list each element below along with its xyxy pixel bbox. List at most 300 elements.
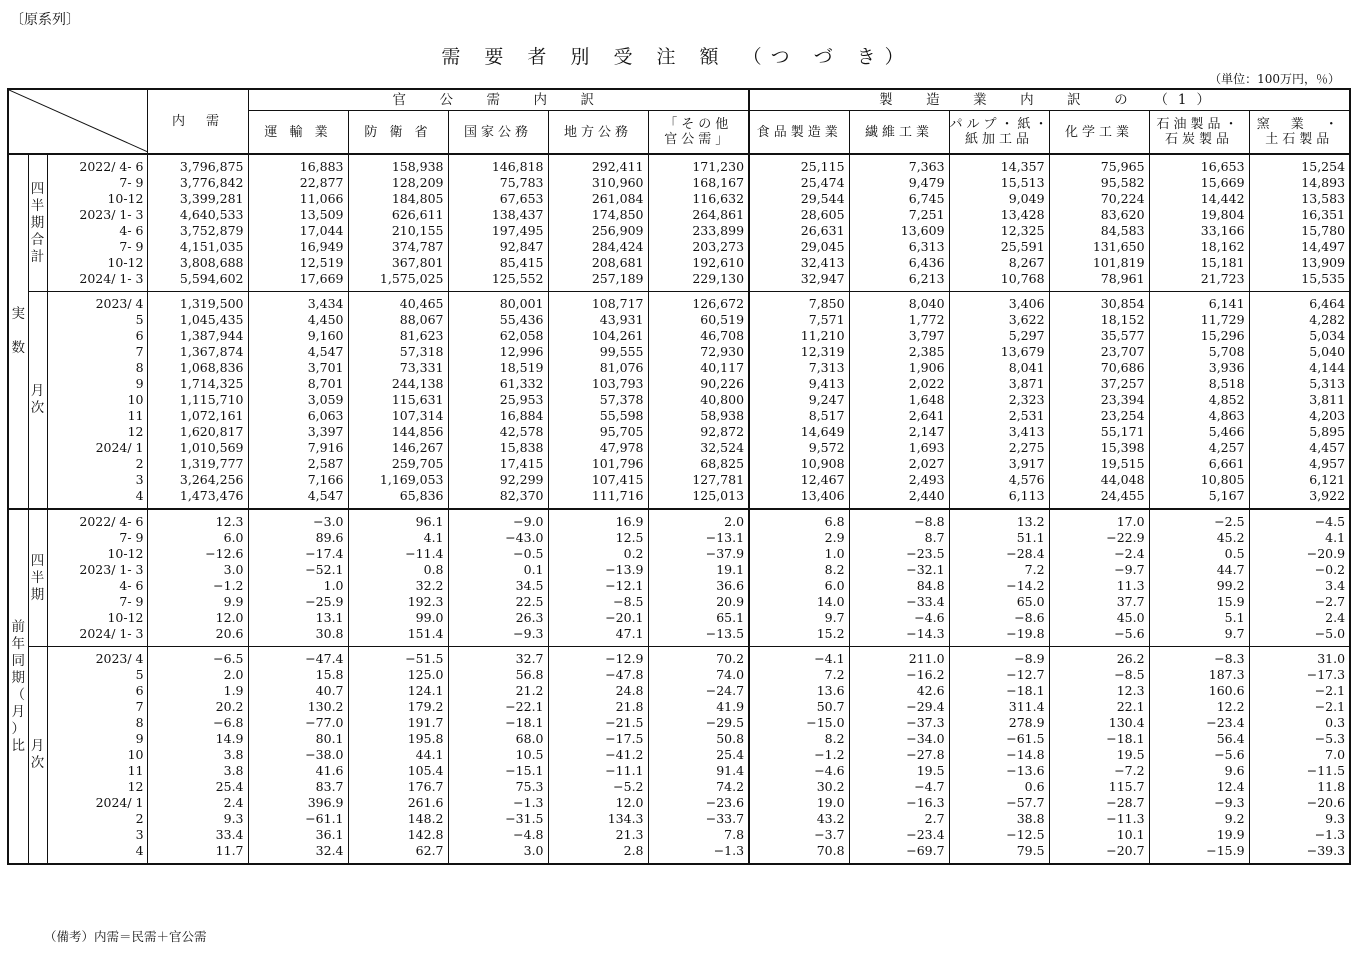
value-cell: 73,331 (348, 360, 448, 376)
value-cell: 6,436 (849, 255, 949, 271)
value-cell: −14.3 (849, 626, 949, 642)
period-cell: 7 (135, 699, 144, 714)
value-cell: 4,547 (248, 344, 348, 360)
value-cell: 15.9 (1149, 594, 1249, 610)
period-cell: 2024/ 1 (95, 795, 144, 810)
table-row (8, 207, 1350, 223)
value-cell: 6,113 (949, 488, 1049, 504)
value-cell: 105.4 (348, 763, 448, 779)
value-cell: 168,167 (648, 175, 749, 191)
table-row (8, 731, 1350, 747)
value-cell: 210,155 (348, 223, 448, 239)
value-cell: 80.1 (248, 731, 348, 747)
value-cell: 192,610 (648, 255, 749, 271)
period-cell: 9 (135, 376, 144, 391)
period-cell: 10-12 (107, 546, 144, 561)
table-row (8, 312, 1350, 328)
value-cell: 47.1 (548, 626, 648, 642)
value-cell: −69.7 (849, 843, 949, 859)
value-cell: 5,708 (1149, 344, 1249, 360)
value-cell: 15,181 (1149, 255, 1249, 271)
value-cell: −20.6 (1249, 795, 1350, 811)
period-cell: 2022/ 4- 6 (79, 159, 144, 174)
value-cell: −31.5 (448, 811, 548, 827)
value-cell: 17,669 (248, 271, 348, 287)
value-cell: 70.2 (648, 651, 749, 667)
value-cell: 125.0 (348, 667, 448, 683)
value-cell: 2,440 (849, 488, 949, 504)
value-cell: 25.4 (147, 779, 248, 795)
value-cell: −77.0 (248, 715, 348, 731)
value-cell: 15,254 (1249, 159, 1350, 175)
value-cell: 9.2 (1149, 811, 1249, 827)
value-cell: 4,450 (248, 312, 348, 328)
column-header: 食品製造業 (749, 111, 849, 155)
period-cell: 11 (127, 763, 144, 778)
value-cell: 179.2 (348, 699, 448, 715)
value-cell: 7,363 (849, 159, 949, 175)
value-cell: −29.5 (648, 715, 749, 731)
value-cell: 30.8 (248, 626, 348, 642)
value-cell: 13,428 (949, 207, 1049, 223)
column-header: 化学工業 (1049, 111, 1149, 155)
value-cell: 24,455 (1049, 488, 1149, 504)
value-cell: 12,319 (749, 344, 849, 360)
period-cell: 7 (135, 344, 144, 359)
period-cell: 12 (127, 779, 144, 794)
period-cell: 12 (127, 424, 144, 439)
value-cell: −8.9 (949, 651, 1049, 667)
table-row (8, 440, 1350, 456)
value-cell: 44.1 (348, 747, 448, 763)
value-cell: 2,027 (849, 456, 949, 472)
side-label-shihanki: 四 半 期 (28, 509, 47, 647)
side-label-getsuji: 月 次 (28, 647, 47, 865)
value-cell: −23.5 (849, 546, 949, 562)
value-cell: 9.9 (147, 594, 248, 610)
value-cell: 11.3 (1049, 578, 1149, 594)
value-cell: 128,209 (348, 175, 448, 191)
value-cell: 19,804 (1149, 207, 1249, 223)
value-cell: −22.1 (448, 699, 548, 715)
value-cell: 134.3 (548, 811, 648, 827)
value-cell: −20.1 (548, 610, 648, 626)
value-cell: −43.0 (448, 530, 548, 546)
value-cell: 13.2 (949, 514, 1049, 530)
value-cell: 3,406 (949, 296, 1049, 312)
value-cell: −38.0 (248, 747, 348, 763)
value-cell: 20.6 (147, 626, 248, 642)
value-cell: −12.1 (548, 578, 648, 594)
value-cell: 101,819 (1049, 255, 1149, 271)
value-cell: 90,226 (648, 376, 749, 392)
value-cell: 115.7 (1049, 779, 1149, 795)
value-cell: 7.0 (1249, 747, 1350, 763)
value-cell: 1,319,777 (147, 456, 248, 472)
value-cell: 14,442 (1149, 191, 1249, 207)
value-cell: 15,838 (448, 440, 548, 456)
value-cell: 4.1 (348, 530, 448, 546)
value-cell: 16,653 (1149, 159, 1249, 175)
page-title: 需 要 者 別 受 注 額 （つ づ き） (441, 46, 913, 68)
value-cell: 41.6 (248, 763, 348, 779)
value-cell: 3,808,688 (147, 255, 248, 271)
value-cell: −2.5 (1149, 514, 1249, 530)
value-cell: −5.3 (1249, 731, 1350, 747)
value-cell: 1,387,944 (147, 328, 248, 344)
value-cell: 11,729 (1149, 312, 1249, 328)
value-cell: −4.8 (448, 827, 548, 843)
value-cell: 15,669 (1149, 175, 1249, 191)
value-cell: 40,117 (648, 360, 749, 376)
value-cell: 12.3 (1049, 683, 1149, 699)
value-cell: 2.8 (548, 843, 648, 859)
period-cell: 7- 9 (119, 594, 144, 609)
value-cell: 38.8 (949, 811, 1049, 827)
value-cell: 6.8 (749, 514, 849, 530)
value-cell: 16,884 (448, 408, 548, 424)
value-cell: 47,978 (548, 440, 648, 456)
value-cell: −4.6 (849, 610, 949, 626)
table-row (8, 530, 1350, 546)
value-cell: 3,811 (1249, 392, 1350, 408)
value-cell: 75,965 (1049, 159, 1149, 175)
value-cell: −1.3 (448, 795, 548, 811)
value-cell: 13.1 (248, 610, 348, 626)
value-cell: 1,714,325 (147, 376, 248, 392)
value-cell: 131,650 (1049, 239, 1149, 255)
value-cell: 2.4 (1249, 610, 1350, 626)
footnote: （備考）内需＝民需＋官公需 (44, 929, 207, 944)
value-cell: 8,040 (849, 296, 949, 312)
value-cell: 2.0 (648, 514, 749, 530)
value-cell: 81,076 (548, 360, 648, 376)
value-cell: 9.3 (147, 811, 248, 827)
value-cell: −1.2 (749, 747, 849, 763)
value-cell: 1,473,476 (147, 488, 248, 504)
column-header: 国家公務 (448, 111, 548, 155)
value-cell: 3,871 (949, 376, 1049, 392)
value-cell: 16,351 (1249, 207, 1350, 223)
value-cell: −34.0 (849, 731, 949, 747)
value-cell: 107,314 (348, 408, 448, 424)
value-cell: 5,313 (1249, 376, 1350, 392)
value-cell: 229,130 (648, 271, 749, 287)
value-cell: 18,162 (1149, 239, 1249, 255)
value-cell: 9,160 (248, 328, 348, 344)
value-cell: 15,535 (1249, 271, 1350, 287)
value-cell: 0.6 (949, 779, 1049, 795)
value-cell: 65.0 (949, 594, 1049, 610)
value-cell: 1,367,874 (147, 344, 248, 360)
value-cell: −27.8 (849, 747, 949, 763)
value-cell: 62,058 (448, 328, 548, 344)
value-cell: 5,895 (1249, 424, 1350, 440)
value-cell: 25,115 (749, 159, 849, 175)
value-cell: 8,701 (248, 376, 348, 392)
period-cell: 2022/ 4- 6 (79, 514, 144, 529)
value-cell: 138,437 (448, 207, 548, 223)
value-cell: 15.8 (248, 667, 348, 683)
value-cell: 5,297 (949, 328, 1049, 344)
value-cell: 396.9 (248, 795, 348, 811)
value-cell: −13.9 (548, 562, 648, 578)
value-cell: 6,745 (849, 191, 949, 207)
value-cell: 4.1 (1249, 530, 1350, 546)
value-cell: 0.1 (448, 562, 548, 578)
value-cell: 2,587 (248, 456, 348, 472)
value-cell: 68,825 (648, 456, 749, 472)
value-cell: 9.7 (1149, 626, 1249, 642)
side-label-actual: 実 数 (8, 154, 28, 509)
value-cell: 14.9 (147, 731, 248, 747)
value-cell: 3,413 (949, 424, 1049, 440)
value-cell: −1.3 (648, 843, 749, 859)
value-cell: 7,166 (248, 472, 348, 488)
period-cell: 7- 9 (119, 530, 144, 545)
value-cell: 12.0 (147, 610, 248, 626)
value-cell: −47.4 (248, 651, 348, 667)
value-cell: −15.9 (1149, 843, 1249, 859)
value-cell: 2,147 (849, 424, 949, 440)
value-cell: 6.0 (749, 578, 849, 594)
value-cell: 310,960 (548, 175, 648, 191)
value-cell: 91.4 (648, 763, 749, 779)
series-label: 〔原系列〕 (10, 12, 80, 28)
value-cell: 50.8 (648, 731, 749, 747)
value-cell: 3.0 (147, 562, 248, 578)
value-cell: 32,413 (749, 255, 849, 271)
value-cell: 8.2 (749, 731, 849, 747)
value-cell: −2.4 (1049, 546, 1149, 562)
orders-table (7, 88, 1351, 865)
value-cell: 12,325 (949, 223, 1049, 239)
table-row (8, 191, 1350, 207)
period-cell: 5 (135, 667, 144, 682)
value-cell: 84.8 (849, 578, 949, 594)
table-row (8, 747, 1350, 763)
value-cell: 2,385 (849, 344, 949, 360)
table-row (8, 223, 1350, 239)
value-cell: 31.0 (1249, 651, 1350, 667)
value-cell: −13.5 (648, 626, 749, 642)
value-cell: −13.6 (949, 763, 1049, 779)
value-cell: 21.8 (548, 699, 648, 715)
value-cell: 125,552 (448, 271, 548, 287)
value-cell: 0.8 (348, 562, 448, 578)
value-cell: 11,210 (749, 328, 849, 344)
value-cell: 6,213 (849, 271, 949, 287)
value-cell: −17.3 (1249, 667, 1350, 683)
value-cell: 80,001 (448, 296, 548, 312)
value-cell: −0.2 (1249, 562, 1350, 578)
period-cell: 4- 6 (119, 578, 144, 593)
value-cell: −5.2 (548, 779, 648, 795)
value-cell: −2.1 (1249, 699, 1350, 715)
value-cell: 4,203 (1249, 408, 1350, 424)
value-cell: 8,041 (949, 360, 1049, 376)
table-row (8, 683, 1350, 699)
period-cell: 2023/ 1- 3 (79, 207, 144, 222)
table-row (8, 699, 1350, 715)
value-cell: −47.8 (548, 667, 648, 683)
value-cell: 2.0 (147, 667, 248, 683)
value-cell: −5.6 (1149, 747, 1249, 763)
value-cell: 42.6 (849, 683, 949, 699)
value-cell: 104,261 (548, 328, 648, 344)
value-cell: 3,701 (248, 360, 348, 376)
value-cell: 261.6 (348, 795, 448, 811)
value-cell: 1,693 (849, 440, 949, 456)
value-cell: 2.7 (849, 811, 949, 827)
value-cell: −3.0 (248, 514, 348, 530)
value-cell: 374,787 (348, 239, 448, 255)
value-cell: 92,299 (448, 472, 548, 488)
side-label-yoy: 前 年 同 期 （ 月 ） 比 (8, 509, 28, 864)
value-cell: −4.7 (849, 779, 949, 795)
value-cell: 24.8 (548, 683, 648, 699)
value-cell: 78,961 (1049, 271, 1149, 287)
table-row (8, 392, 1350, 408)
value-cell: −12.7 (949, 667, 1049, 683)
value-cell: −25.9 (248, 594, 348, 610)
value-cell: 72,930 (648, 344, 749, 360)
value-cell: 12,996 (448, 344, 548, 360)
value-cell: −15.1 (448, 763, 548, 779)
value-cell: 32.7 (448, 651, 548, 667)
value-cell: 3,776,842 (147, 175, 248, 191)
value-cell: 58,938 (648, 408, 749, 424)
value-cell: −8.8 (849, 514, 949, 530)
value-cell: 626,611 (348, 207, 448, 223)
value-cell: 8.2 (749, 562, 849, 578)
value-cell: −9.7 (1049, 562, 1149, 578)
value-cell: 4,852 (1149, 392, 1249, 408)
value-cell: −11.1 (548, 763, 648, 779)
value-cell: 75,783 (448, 175, 548, 191)
value-cell: 146,267 (348, 440, 448, 456)
value-cell: 203,273 (648, 239, 749, 255)
value-cell: 26.2 (1049, 651, 1149, 667)
value-cell: −1.3 (1249, 827, 1350, 843)
value-cell: 92,872 (648, 424, 749, 440)
value-cell: 19.5 (1049, 747, 1149, 763)
value-cell: −32.1 (849, 562, 949, 578)
period-cell: 10 (127, 392, 144, 407)
value-cell: 4,151,035 (147, 239, 248, 255)
value-cell: 22,877 (248, 175, 348, 191)
value-cell: −0.5 (448, 546, 548, 562)
value-cell: 8,267 (949, 255, 1049, 271)
value-cell: 45.0 (1049, 610, 1149, 626)
value-cell: −16.3 (849, 795, 949, 811)
value-cell: 61,332 (448, 376, 548, 392)
table-row (8, 779, 1350, 795)
period-cell: 9 (135, 731, 144, 746)
value-cell: −51.5 (348, 651, 448, 667)
value-cell: 17.0 (1049, 514, 1149, 530)
value-cell: −9.3 (448, 626, 548, 642)
value-cell: 74.2 (648, 779, 749, 795)
value-cell: −23.4 (1149, 715, 1249, 731)
value-cell: 20.2 (147, 699, 248, 715)
value-cell: 25,591 (949, 239, 1049, 255)
value-cell: 75.3 (448, 779, 548, 795)
value-cell: 10,908 (749, 456, 849, 472)
value-cell: 4,957 (1249, 456, 1350, 472)
value-cell: 2.4 (147, 795, 248, 811)
value-cell: 14,497 (1249, 239, 1350, 255)
value-cell: 81,623 (348, 328, 448, 344)
period-cell: 3 (135, 827, 144, 842)
table-row (8, 456, 1350, 472)
value-cell: 256,909 (548, 223, 648, 239)
value-cell: 7,571 (749, 312, 849, 328)
period-cell: 4- 6 (119, 223, 144, 238)
value-cell: 3,264,256 (147, 472, 248, 488)
value-cell: 1,010,569 (147, 440, 248, 456)
value-cell: −2.1 (1249, 683, 1350, 699)
value-cell: 14,649 (749, 424, 849, 440)
value-cell: 13,406 (749, 488, 849, 504)
value-cell: 187.3 (1149, 667, 1249, 683)
value-cell: 68.0 (448, 731, 548, 747)
value-cell: 3,622 (949, 312, 1049, 328)
value-cell: −28.7 (1049, 795, 1149, 811)
value-cell: 3,434 (248, 296, 348, 312)
value-cell: 8,518 (1149, 376, 1249, 392)
value-cell: 10,768 (949, 271, 1049, 287)
value-cell: 6,661 (1149, 456, 1249, 472)
value-cell: −5.6 (1049, 626, 1149, 642)
value-cell: −6.5 (147, 651, 248, 667)
value-cell: 12.2 (1149, 699, 1249, 715)
value-cell: −12.9 (548, 651, 648, 667)
value-cell: 19.1 (648, 562, 749, 578)
table-row (8, 408, 1350, 424)
value-cell: −9.0 (448, 514, 548, 530)
value-cell: 15,513 (949, 175, 1049, 191)
value-cell: 367,801 (348, 255, 448, 271)
period-cell: 10-12 (107, 610, 144, 625)
value-cell: 284,424 (548, 239, 648, 255)
value-cell: 6,464 (1249, 296, 1350, 312)
value-cell: 1.0 (749, 546, 849, 562)
value-cell: −9.3 (1149, 795, 1249, 811)
value-cell: −37.9 (648, 546, 749, 562)
value-cell: 2,323 (949, 392, 1049, 408)
table-row (8, 843, 1350, 859)
table-row (8, 667, 1350, 683)
value-cell: 34.5 (448, 578, 548, 594)
value-cell: 8,517 (749, 408, 849, 424)
value-cell: 1,068,836 (147, 360, 248, 376)
value-cell: 1,648 (849, 392, 949, 408)
value-cell: 32.4 (248, 843, 348, 859)
table-row (8, 594, 1350, 610)
value-cell: −5.0 (1249, 626, 1350, 642)
value-cell: 2,641 (849, 408, 949, 424)
value-cell: 65.1 (648, 610, 749, 626)
value-cell: 16.9 (548, 514, 648, 530)
value-cell: 26.3 (448, 610, 548, 626)
value-cell: 7,850 (749, 296, 849, 312)
value-cell: 257,189 (548, 271, 648, 287)
value-cell: 32.2 (348, 578, 448, 594)
period-cell: 8 (135, 360, 144, 375)
value-cell: 11,066 (248, 191, 348, 207)
value-cell: 12,467 (749, 472, 849, 488)
